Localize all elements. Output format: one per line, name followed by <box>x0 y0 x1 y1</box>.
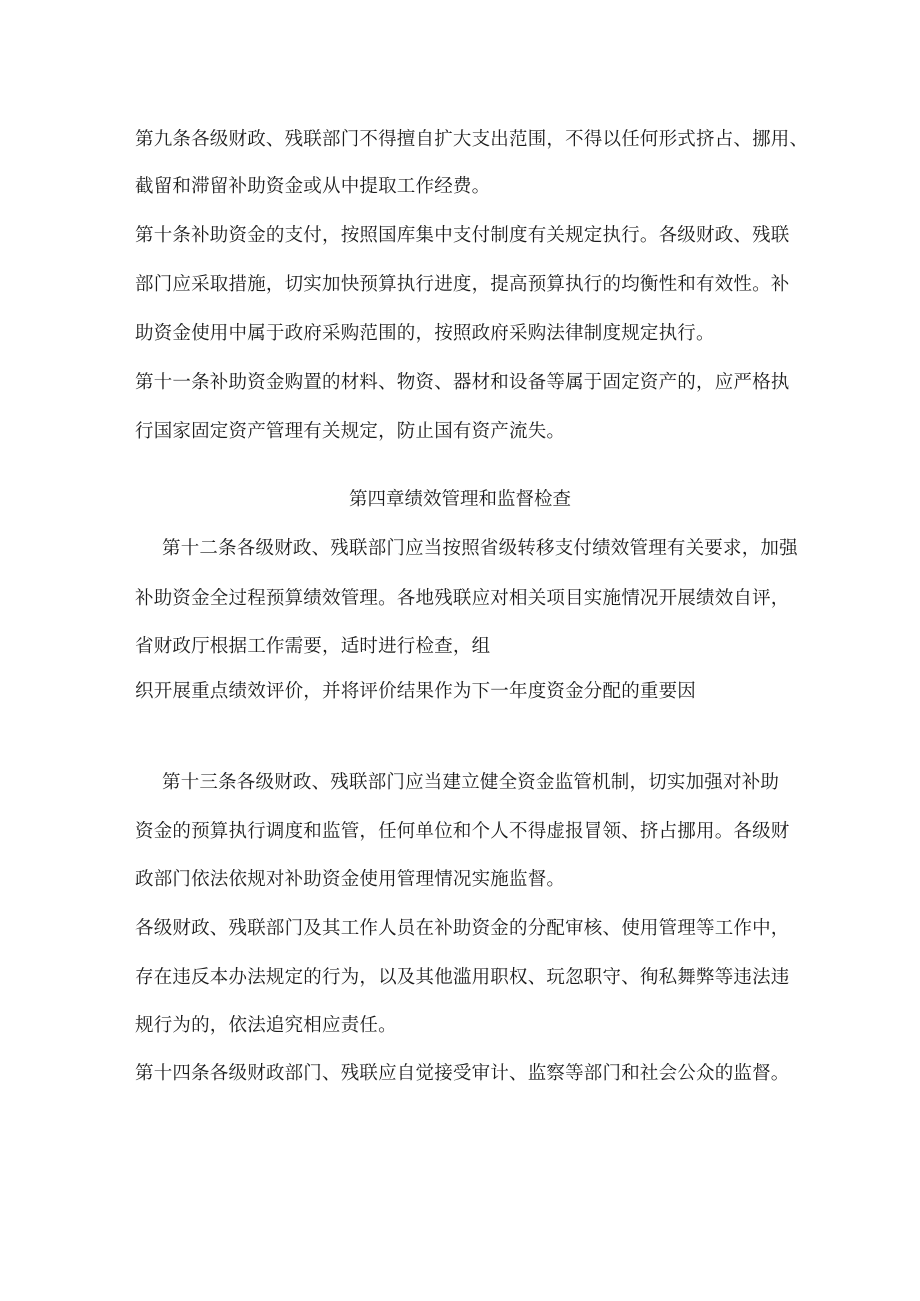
article-13-line-2: 资金的预算执行调度和监管，任何单位和个人不得虚报冒领、挤占挪用。各级财 <box>135 821 790 842</box>
article-10-line-2: 部门应采取措施，切实加快预算执行进度，提高预算执行的均衡性和有效性。补 <box>135 274 790 295</box>
article-12-line-2: 补助资金全过程预算绩效管理。各地残联应对相关项目实施情况开展绩效自评， <box>135 588 790 609</box>
article-11-line-2: 行国家固定资产管理有关规定，防止国有资产流失。 <box>135 421 566 442</box>
article-13-line-3: 政部门依法依规对补助资金使用管理情况实施监督。 <box>135 869 566 890</box>
liability-line-3: 规行为的，依法追究相应责任。 <box>135 1015 397 1036</box>
article-9-line-2: 截留和滞留补助资金或从中提取工作经费。 <box>135 176 491 197</box>
chapter-heading: 第四章绩效管理和监督检查 <box>348 489 571 510</box>
article-12-line-4: 织开展重点绩效评价，并将评价结果作为下一年度资金分配的重要因 <box>135 681 697 702</box>
liability-line-2: 存在违反本办法规定的行为，以及其他滥用职权、玩忽职守、徇私舞弊等违法违 <box>135 967 790 988</box>
article-10-line-1: 第十条补助资金的支付，按照国库集中支付制度有关规定执行。各级财政、残联 <box>135 225 790 246</box>
liability-line-1: 各级财政、残联部门及其工作人员在补助资金的分配审核、使用管理等工作中， <box>135 918 790 939</box>
article-11-line-1: 第十一条补助资金购置的材料、物资、器材和设备等属于固定资产的，应严格执 <box>135 372 790 393</box>
article-12-line-3: 省财政厅根据工作需要，适时进行检查，组 <box>135 636 491 657</box>
article-9-line-1: 第九条各级财政、残联部门不得擅自扩大支出范围，不得以任何形式挤占、挪用、 <box>135 129 809 150</box>
article-12-line-1: 第十二条各级财政、残联部门应当按照省级转移支付绩效管理有关要求，加强 <box>162 538 798 559</box>
article-13-line-1: 第十三条各级财政、残联部门应当建立健全资金监管机制，切实加强对补助 <box>162 772 780 793</box>
article-14-line-1: 第十四条各级财政部门、残联应自觉接受审计、监察等部门和社会公众的监督。 <box>135 1063 790 1084</box>
article-10-line-3: 助资金使用中属于政府采购范围的，按照政府采购法律制度规定执行。 <box>135 323 715 344</box>
